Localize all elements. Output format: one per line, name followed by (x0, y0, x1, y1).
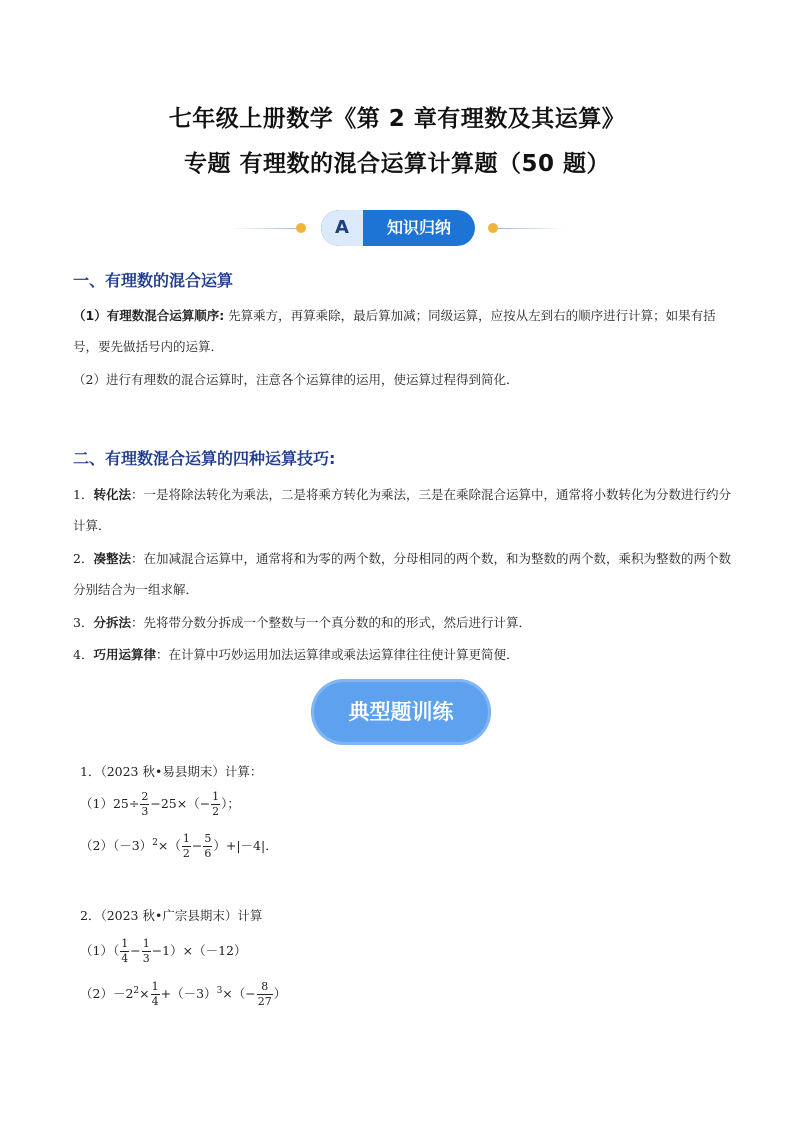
problem-1-part-1 (80, 790, 240, 819)
numerator: 1 (121, 937, 129, 950)
exponent: 3 (216, 985, 223, 996)
technique-4 (73, 639, 733, 670)
technique-text: ：在加减混合运算中，通常将和为零的两个数，分母相同的两个数，和为整数的两个数，乘积为整数的两个数分别结合为一组求解． (73, 551, 731, 597)
section1-heading: 一、有理数的混合运算 (73, 271, 234, 290)
problem-2-part-2 (80, 980, 286, 1009)
expr-text: 25÷ (112, 796, 140, 811)
expr-text: − (191, 838, 203, 853)
decor-dot-left (296, 223, 306, 233)
denominator: 6 (204, 847, 212, 860)
expr-text: × (139, 986, 150, 1001)
numerator: 1 (182, 832, 190, 845)
part-label: （1） (80, 796, 113, 811)
expr-text: （－3） (112, 838, 153, 853)
fraction (182, 832, 191, 861)
numerator: 1 (142, 937, 150, 950)
expr-text: ×（ (157, 838, 181, 853)
expr-text: − (130, 943, 141, 958)
decor-line-left (232, 228, 300, 229)
technique-num: 2． (73, 551, 94, 566)
section2-heading: 二、有理数混合运算的四种运算技巧: (73, 449, 336, 468)
denominator: 3 (141, 805, 149, 818)
expr-text: −1）×（－12） (151, 943, 247, 958)
numerator: 5 (204, 832, 212, 845)
document-subtitle: 专题 有理数的混合运算计算题（50 题） (183, 151, 611, 177)
denominator: 4 (151, 995, 159, 1008)
denominator: 3 (142, 952, 150, 965)
fraction (151, 980, 160, 1009)
technique-3 (73, 607, 733, 638)
problem-1-part-2 (80, 832, 278, 861)
decor-line-right (498, 228, 566, 229)
knowledge-pill (321, 210, 475, 246)
expr-text: ×（− (222, 986, 256, 1001)
expr-text: −25×（− (150, 796, 211, 811)
pill-label: 知识归纳 (386, 218, 451, 237)
expr-text: +（－3） (160, 986, 217, 1001)
technique-text: ：在计算中巧妙运用加法运算律或乘法运算律往往使计算更简便． (155, 647, 519, 662)
part-label: （2） (80, 986, 113, 1001)
fraction (120, 937, 129, 966)
fraction (257, 980, 273, 1009)
expr-text: ）； (221, 796, 240, 811)
fraction (203, 832, 212, 861)
fraction (211, 790, 220, 819)
problem-2-part-1 (80, 937, 247, 966)
expr-text: （ (112, 943, 120, 958)
expr-text: －2 (112, 986, 134, 1001)
technique-2 (73, 543, 733, 605)
problem-2-title: 2．（2023 秋•广宗县期末）计算 (80, 908, 263, 923)
technique-text: ：一是将除法转化为乘法，二是将乘方转化为乘法，三是在乘除混合运算中，通常将小数转化为分数进行约分计算． (73, 487, 731, 533)
decor-dot-right (488, 223, 498, 233)
part-label: （1） (80, 943, 113, 958)
denominator: 2 (182, 847, 190, 860)
section-banner (0, 208, 794, 248)
technique-num: 4． (73, 647, 94, 662)
fraction (142, 937, 151, 966)
numerator: 8 (257, 980, 273, 995)
document-title: 七年级上册数学《第 2 章有理数及其运算》 (168, 106, 626, 132)
technique-name: 转化法 (93, 487, 131, 502)
typical-problems-banner: 典型题训练 (311, 679, 491, 745)
pill-letter: A (321, 210, 363, 246)
denominator: 2 (212, 805, 220, 818)
section1-paragraph-1 (73, 300, 733, 362)
section1-paragraph-2: （2）进行有理数的混合运算时，注意各个运算律的运用，使运算过程得到简化． (73, 372, 519, 387)
denominator: 4 (121, 952, 129, 965)
exponent: 2 (152, 837, 158, 848)
denominator: 27 (257, 995, 272, 1008)
numerator: 2 (141, 790, 149, 803)
technique-name: 分拆法 (93, 615, 131, 630)
part-label: （2） (80, 838, 113, 853)
technique-name: 巧用运算律 (93, 647, 156, 662)
exponent: 2 (133, 985, 140, 996)
technique-1 (73, 479, 733, 541)
p1-bold: （1）有理数混合运算顺序: (73, 308, 225, 323)
technique-text: ：先将带分数分拆成一个整数与一个真分数的和的形式，然后进行计算． (130, 615, 531, 630)
expr-text: ） (273, 986, 287, 1001)
numerator: 1 (212, 790, 220, 803)
technique-num: 1． (73, 487, 94, 502)
expr-text: ）+|－4|． (213, 838, 278, 853)
problem-1-title: 1．（2023 秋•易县期末）计算： (80, 764, 263, 779)
technique-name: 凑整法 (93, 551, 131, 566)
fraction (140, 790, 149, 819)
p1-text: 先算乘方，再算乘除，最后算加减；同级运算，应按从左到右的顺序进行计算；如果有括号，要先做括号内的运算． (73, 308, 716, 354)
technique-num: 3． (73, 615, 94, 630)
numerator: 1 (151, 980, 159, 993)
